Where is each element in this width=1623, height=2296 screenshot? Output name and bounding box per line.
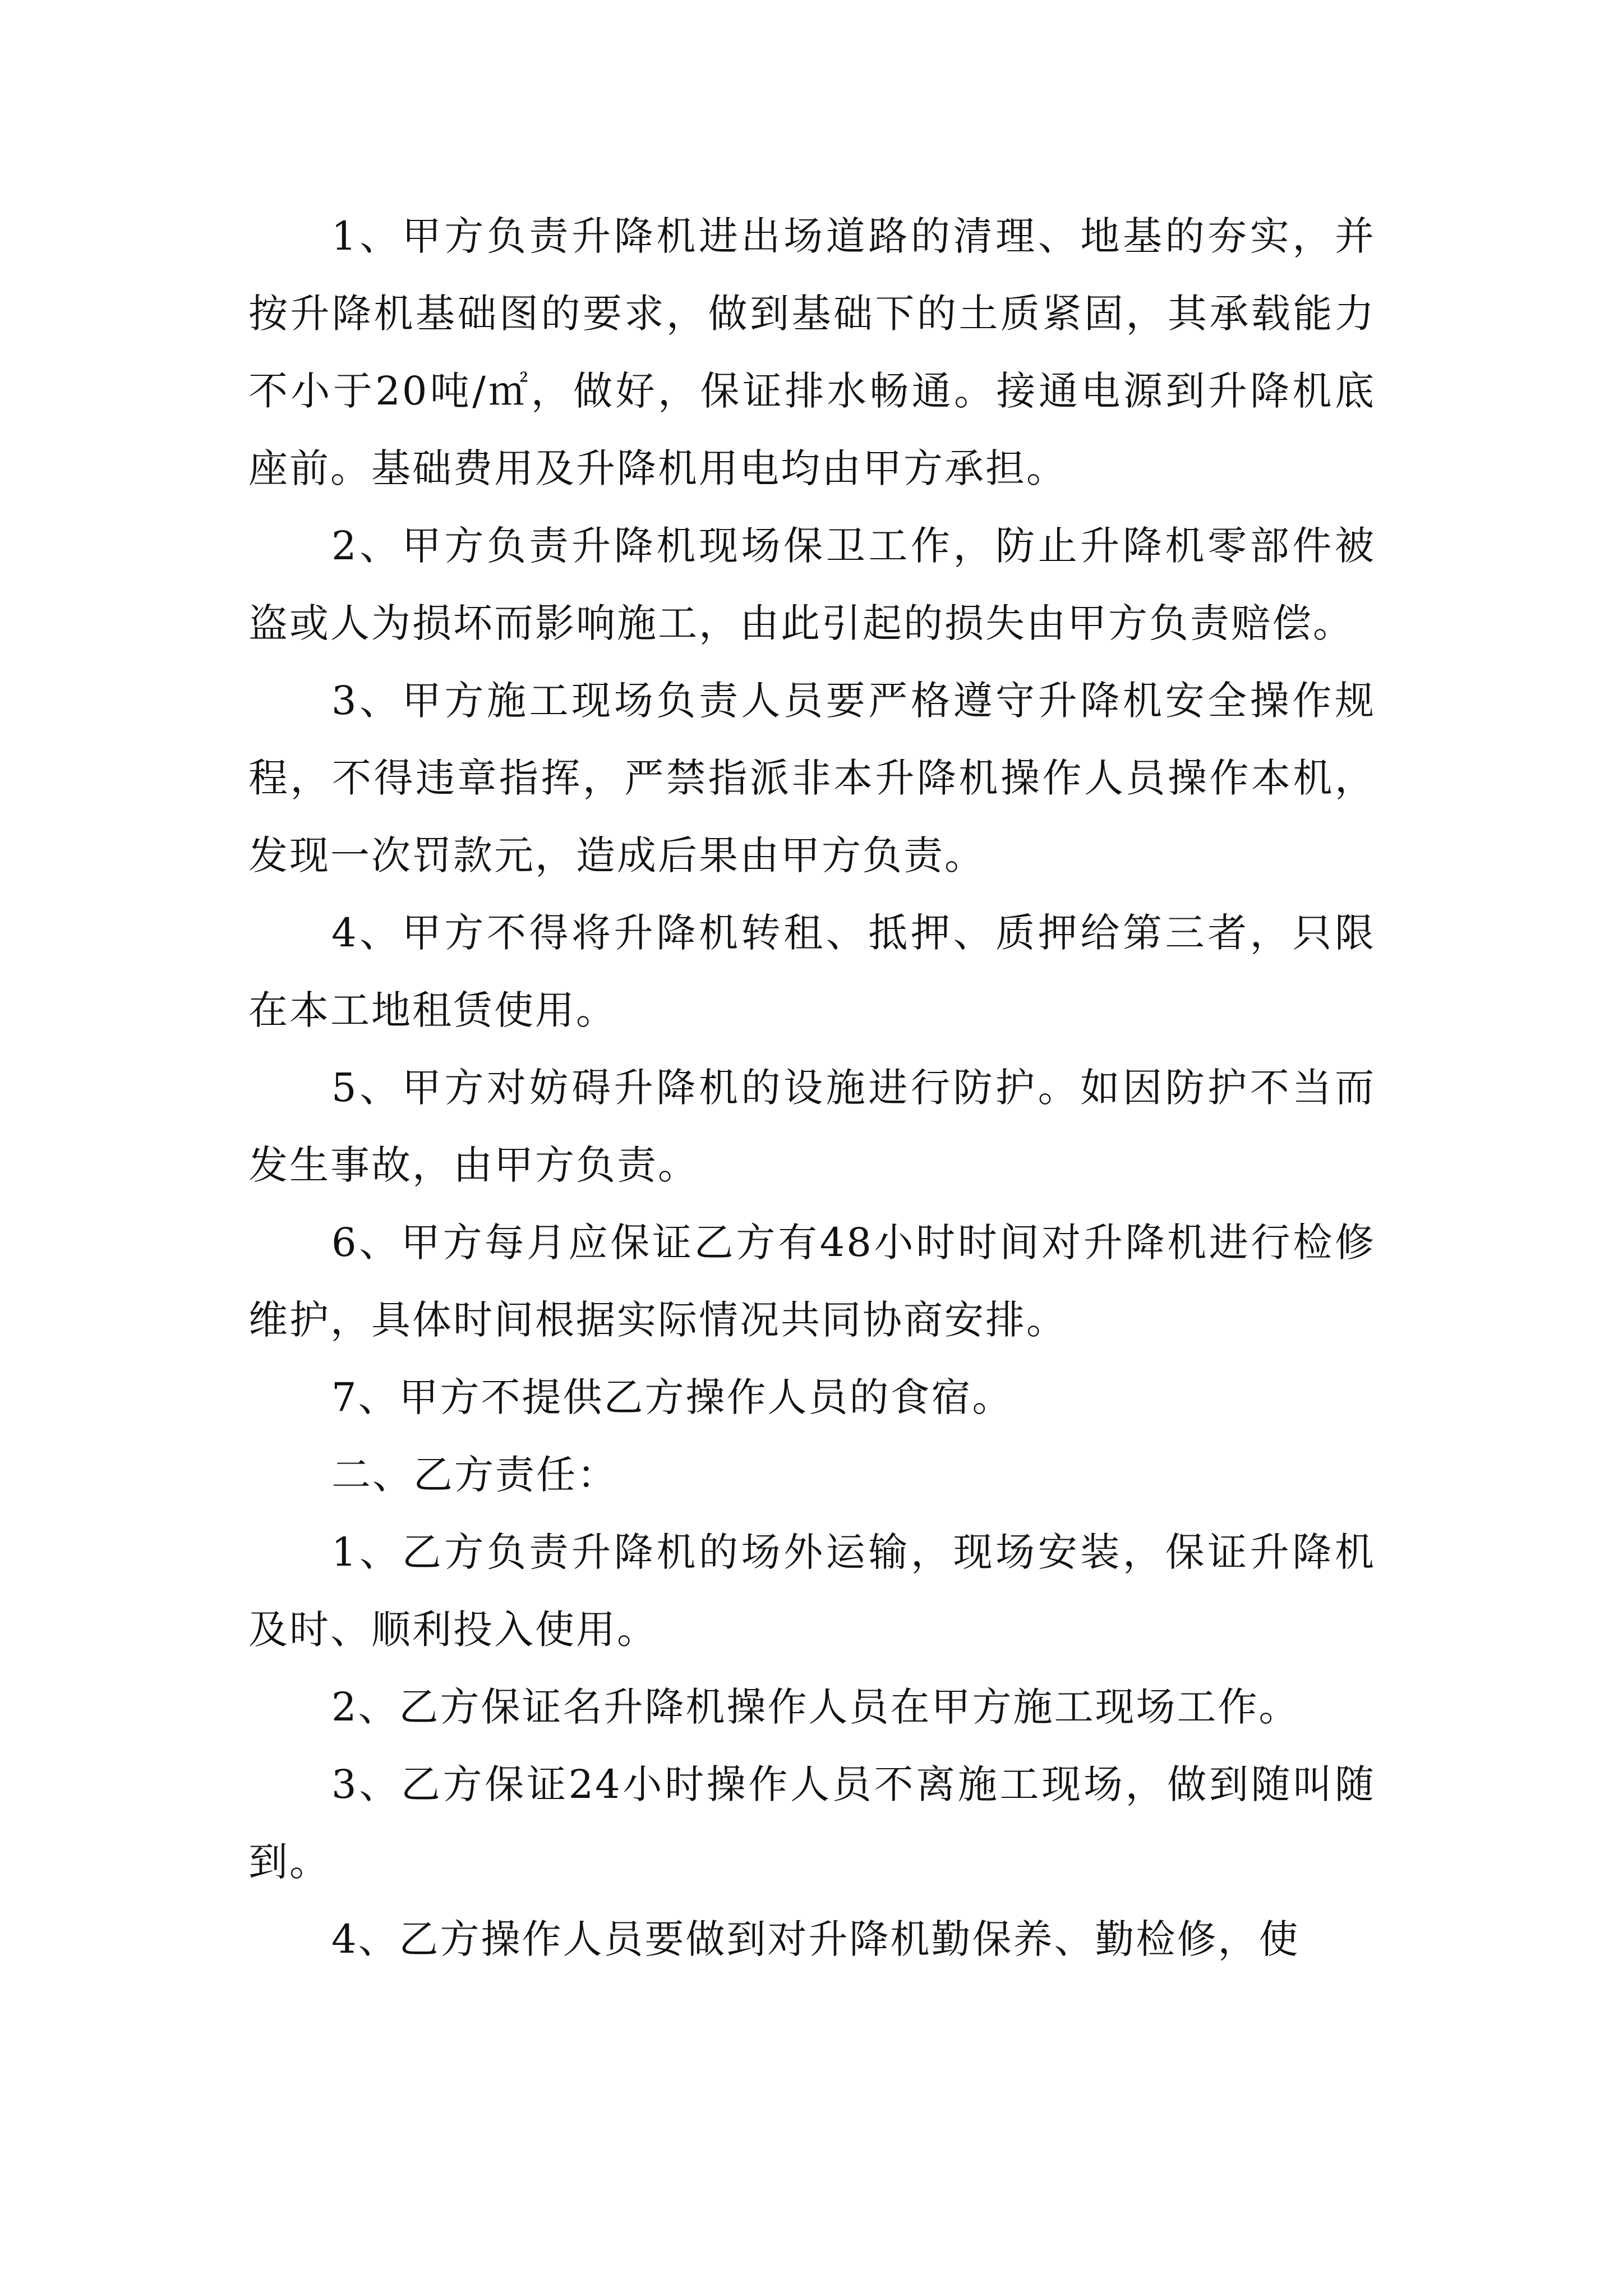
paragraph: 6、甲方每月应保证乙方有48小时时间对升降机进行检修维护，具体时间根据实际情况共同协商安排。 (248, 1220, 1376, 1343)
paragraph: 1、乙方负责升降机的场外运输，现场安装，保证升降机及时、顺利投入使用。 (248, 1529, 1376, 1653)
paragraph: 5、甲方对妨碍升降机的设施进行防护。如因防护不当而发生事故，由甲方负责。 (248, 1065, 1376, 1188)
document-body (248, 197, 1376, 1978)
section-heading: 二、乙方责任： (331, 1452, 618, 1498)
paragraph: 2、甲方负责升降机现场保卫工作，防止升降机零部件被盗或人为损坏而影响施工，由此引起的损失由甲方负责赔偿。 (248, 523, 1376, 646)
paragraph: 2、乙方保证名升降机操作人员在甲方施工现场工作。 (331, 1684, 1300, 1730)
paragraph: 4、乙方操作人员要做到对升降机勤保养、勤检修，使 (331, 1916, 1300, 1962)
paragraph: 7、甲方不提供乙方操作人员的食宿。 (331, 1374, 1013, 1420)
paragraph: 3、乙方保证24小时操作人员不离施工现场，做到随叫随到。 (248, 1761, 1376, 1885)
paragraph: 1、甲方负责升降机进出场道路的清理、地基的夯实，并按升降机基础图的要求，做到基础下的土质紧固，其承载能力不小于20吨/㎡，做好，保证排水畅通。接通电源到升降机底座前。基础费用及升降机用电均由甲方承担。 (248, 213, 1376, 491)
paragraph: 4、甲方不得将升降机转租、抵押、质押给第三者，只限在本工地租赁使用。 (248, 910, 1376, 1033)
paragraph: 3、甲方施工现场负责人员要严格遵守升降机安全操作规程，不得违章指挥，严禁指派非本升降机操作人员操作本机，发现一次罚款元，造成后果由甲方负责。 (248, 678, 1376, 878)
